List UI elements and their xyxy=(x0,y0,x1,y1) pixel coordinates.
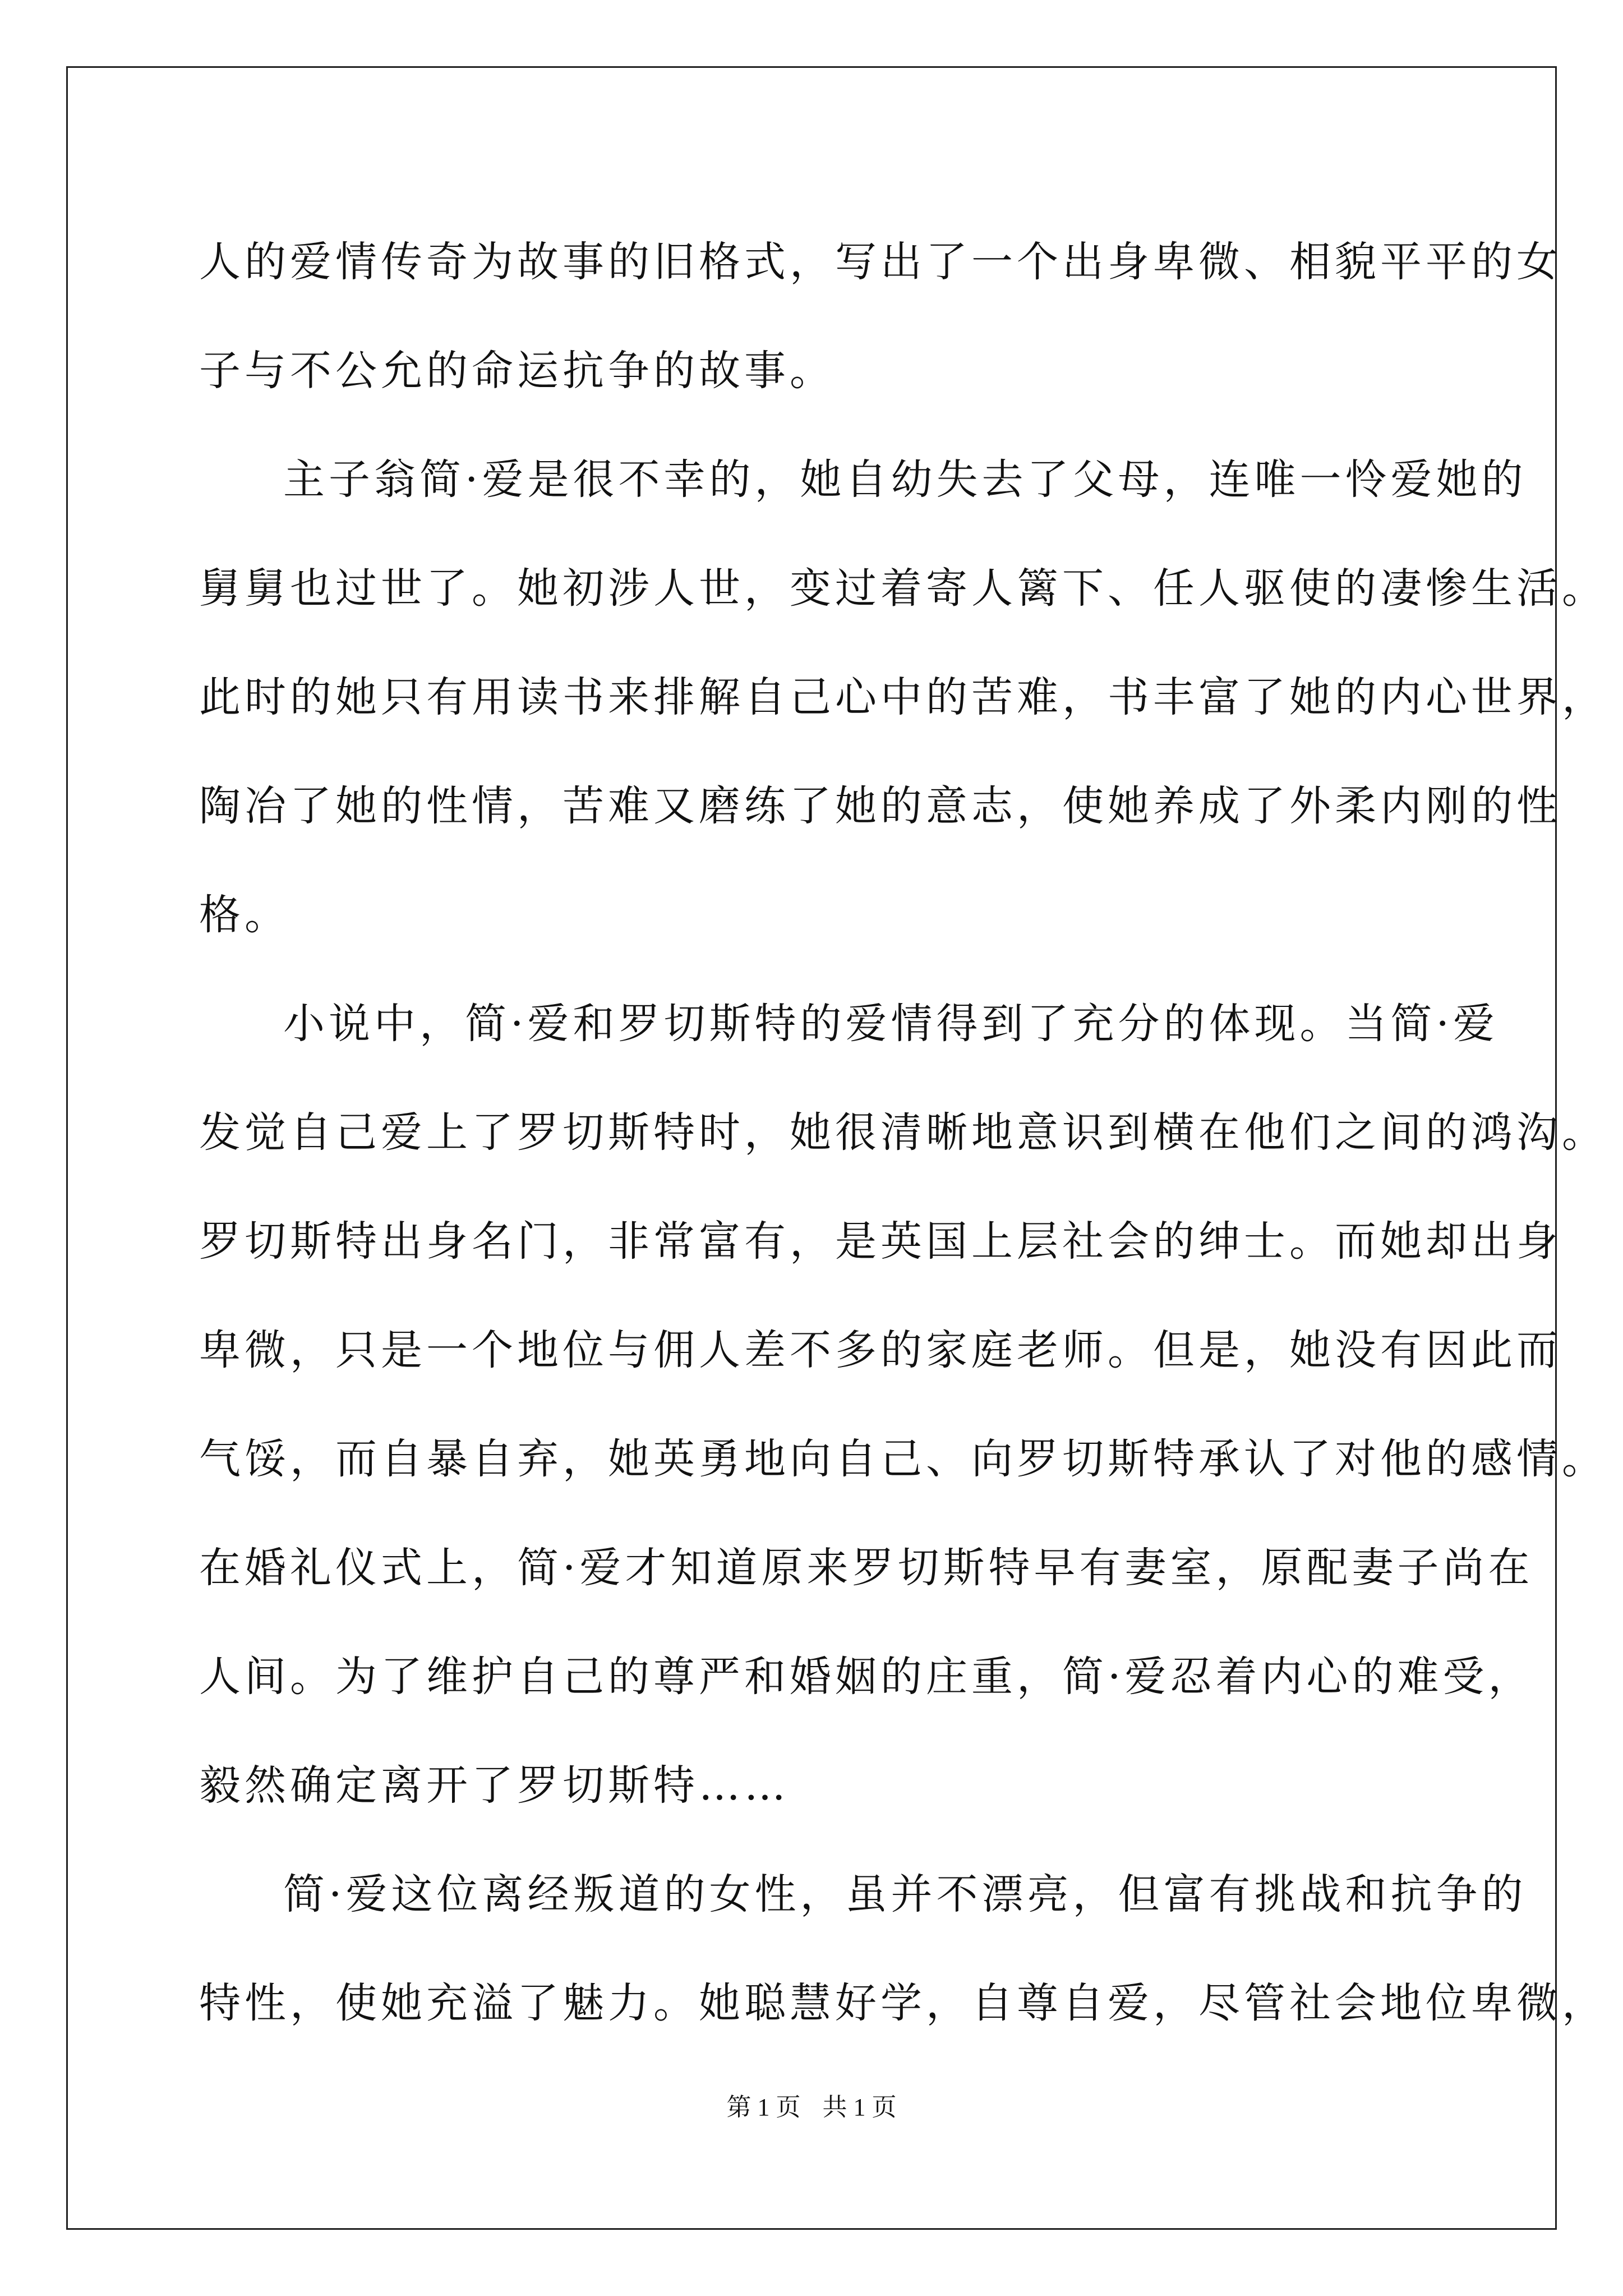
text-line: 气馁，而自暴自弃，她英勇地向自己、向罗切斯特承认了对他的感情。 xyxy=(199,1435,1607,1483)
text-line: 毅然确定离开了罗切斯特…… xyxy=(199,1761,790,1810)
text-line: 子与不公允的命运抗争的故事。 xyxy=(199,347,835,395)
text-line: 罗切斯特出身名门，非常富有，是英国上层社会的绅士。而她却出身 xyxy=(199,1217,1562,1266)
page-number: 第 1 页 xyxy=(726,2093,801,2121)
text-line: 特性，使她充溢了魅力。她聪慧好学，自尊自爱，尽管社会地位卑微， xyxy=(199,1979,1607,2027)
text-line: 人的爱情传奇为故事的旧格式，写出了一个出身卑微、相貌平平的女 xyxy=(199,238,1562,286)
paragraph-start-line: 小说中，简·爱和罗切斯特的爱情得到了充分的体现。当简·爱 xyxy=(283,1000,1499,1048)
text-line: 卑微，只是一个地位与佣人差不多的家庭老师。但是，她没有因此而 xyxy=(199,1326,1562,1374)
page-footer xyxy=(0,2087,1623,2123)
text-line: 舅舅也过世了。她初涉人世，变过着寄人篱下、任人驱使的凄惨生活。 xyxy=(199,564,1607,613)
text-line: 格。 xyxy=(199,891,290,939)
paragraph-start-line: 简·爱这位离经叛道的女性，虽并不漂亮，但富有挑战和抗争的 xyxy=(283,1870,1527,1918)
text-line: 陶冶了她的性情，苦难又磨练了她的意志，使她养成了外柔内刚的性 xyxy=(199,782,1562,830)
paragraph-start-line: 主子翁简·爱是很不幸的，她自幼失去了父母，连唯一怜爱她的 xyxy=(283,455,1527,504)
text-line: 此时的她只有用读书来排解自己心中的苦难，书丰富了她的内心世界， xyxy=(199,673,1607,721)
text-line: 发觉自己爱上了罗切斯特时，她很清晰地意识到横在他们之间的鸿沟。 xyxy=(199,1108,1607,1157)
text-line: 人间。为了维护自己的尊严和婚姻的庄重，简·爱忍着内心的难受， xyxy=(199,1653,1534,1701)
text-line: 在婚礼仪式上，简·爱才知道原来罗切斯特早有妻室，原配妻子尚在 xyxy=(199,1544,1534,1592)
page-count: 共 1 页 xyxy=(822,2093,897,2121)
document-body xyxy=(199,208,1607,2058)
